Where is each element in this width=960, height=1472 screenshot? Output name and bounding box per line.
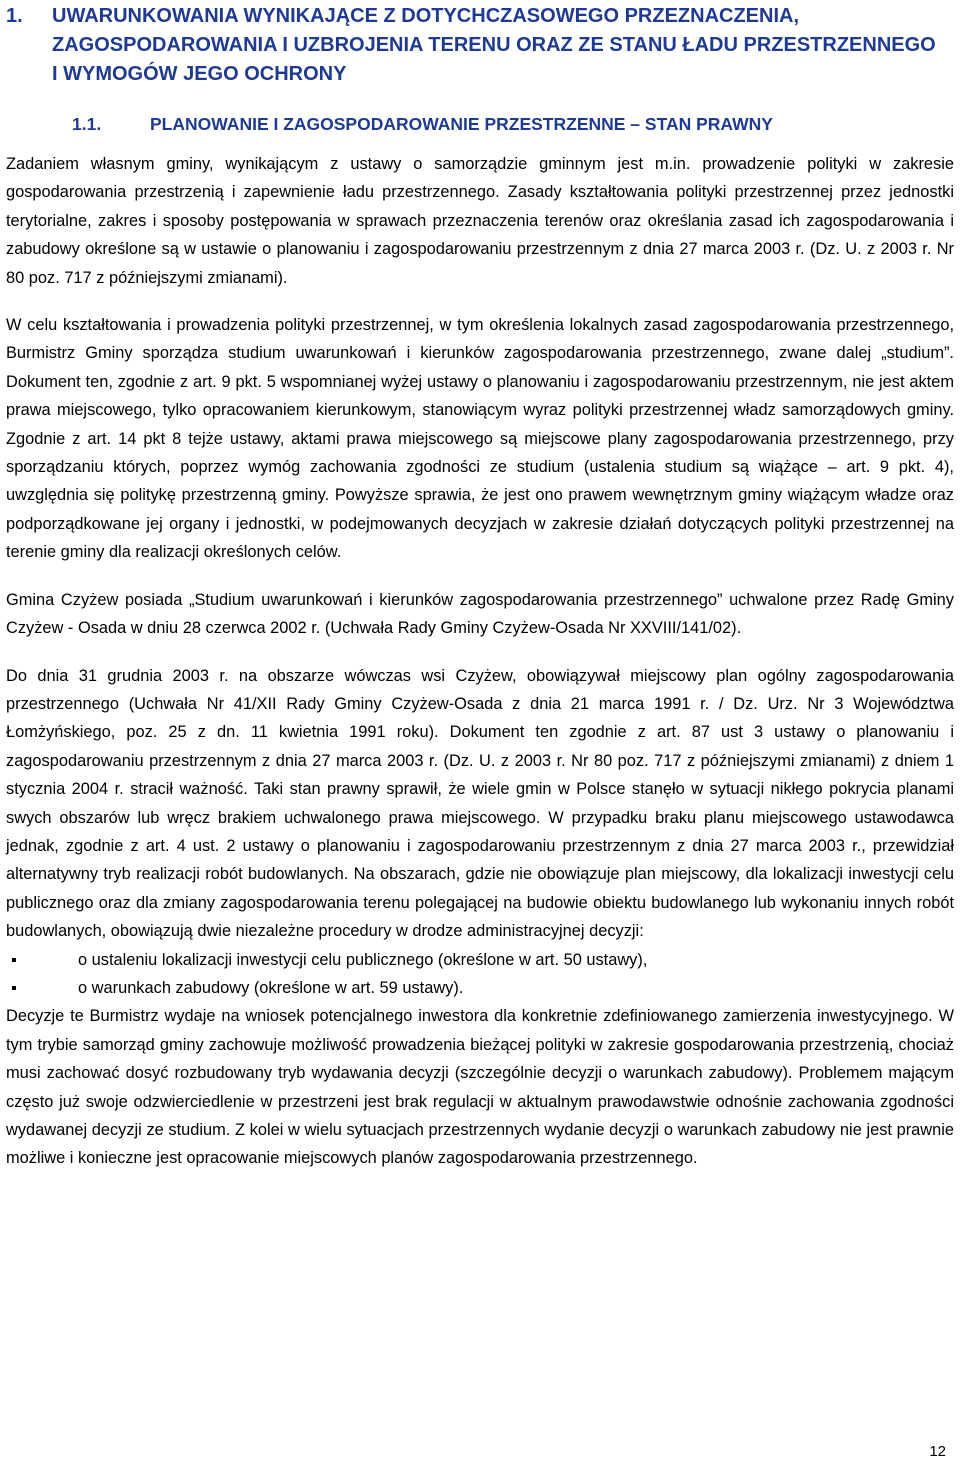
list-item bbox=[6, 974, 954, 1002]
section-heading bbox=[72, 111, 952, 137]
paragraph: Zadaniem własnym gminy, wynikającym z ustawy o samorządzie gminnym jest m.in. prowadzenie polityki w zakresie gospodarowania przestrzenią i zapewnienie ładu przestrzennego. Zasady kształtowania polityki przestrzennej przez jednostki terytorialne, zakres i sposoby postępowania w sprawach przeznaczenia terenów oraz określania zasad ich zagospodarowania i zabudowy określone są w ustawie o planowaniu i zagospodarowaniu przestrzennym z dnia 27 marca 2003 r. (Dz. U. z 2003 r. Nr 80 poz. 717 z późniejszymi zmianami). bbox=[6, 155, 954, 287]
paragraph: Decyzje te Burmistrz wydaje na wniosek potencjalnego inwestora dla konkretnie zdefiniowanego zamierzenia inwestycyjnego. W tym trybie samorząd gminy zachowuje możliwość prowadzenia bieżącej polityki w zakresie gospodarowania przestrzenią, chociaż musi zachować dosyć rozbudowany tryb wydawania decyzji (szczególnie decyzji o warunkach zabudowy). Problemem mającym często już swoje odzwierciedlenie w przestrzeni jest brak regulacji w aktualnym prawodawstwie odnośnie zachowania zgodności wydawanej decyzji ze studium. Z kolei w wielu sytuacjach przestrzennych wydanie decyzji o warunkach zabudowy nie jest prawnie możliwe i konieczne jest opracowanie miejscowych planów zagospodarowania przestrzennego. bbox=[6, 1007, 954, 1168]
bullet-list bbox=[6, 946, 954, 1003]
paragraph: Do dnia 31 grudnia 2003 r. na obszarze wówczas wsi Czyżew, obowiązywał miejscowy plan ogólny zagospodarowania przestrzennego (Uchwała Nr 41/XII Rady Gminy Czyżew-Osada z dnia 21 marca 1991 r. / Dz. Urz. Nr 3 Województwa Łomżyńskiego, poz. 25 z dn. 11 kwietnia 1991 roku). Dokument ten zgodnie z art. 87 ust 3 ustawy o planowaniu i zagospodarowaniu przestrzennym z dnia 27 marca 2003 r. (Dz. U. z 2003 r. Nr 80 poz. 717 z późniejszymi zmianami) z dniem 1 stycznia 2004 r. stracił ważność. Taki stan prawny sprawił, że wiele gmin w Polsce stanęło w sytuacji nikłego pokrycia planami swych obszarów lub wręcz brakiem uchwalonego prawa miejscowego. W przypadku braku planu miejscowego ustawodawca jednak, zgodnie z art. 4 ust. 2 ustawy o planowaniu i zagospodarowaniu przestrzennym z dnia 27 marca 2003 r., przewidział alternatywny tryb realizacji robót budowlanych. Na obszarach, gdzie nie obowiązuje plan miejscowy, dla lokalizacji inwestycji celu publicznego oraz dla zmiany zagospodarowania terenu polegającej na budowie obiektu budowlanego lub wykonaniu innych robót budowlanych, obowiązują dwie niezależne procedury w drodze administracyjnej decyzji: bbox=[6, 666, 954, 941]
body-text bbox=[6, 150, 954, 1173]
paragraph: W celu kształtowania i prowadzenia polityki przestrzennej, w tym określenia lokalnych zasad zagospodarowania przestrzennego, Burmistrz Gminy sporządza studium uwarunkowań i kierunków zagospodarowania przestrzennego, zwane dalej „studium”. Dokument ten, zgodnie z art. 9 pkt. 5 wspomnianej wyżej ustawy o planowaniu i zagospodarowaniu przestrzennym, nie jest aktem prawa miejscowego, tylko opracowaniem kierunkowym, stanowiącym wyraz polityki przestrzennej władz samorządowych gminy. Zgodnie z art. 14 pkt 8 tejże ustawy, aktami prawa miejscowego są miejscowe plany zagospodarowania przestrzennego, przy sporządzaniu których, poprzez wymóg zachowania zgodności ze studium (ustalenia studium są wiążące – art. 9 pkt. 4), uwzględnia się politykę przestrzenną gminy. Powyższe sprawia, że jest ono prawem wewnętrznym gminy wiążącym władze oraz podporządkowane jej organy i jednostki, w podejmowanych decyzjach w zakresie działań dotyczących polityki przestrzennej na terenie gminy dla realizacji określonych celów. bbox=[6, 316, 954, 562]
list-item-text: o warunkach zabudowy (określone w art. 59 ustawy). bbox=[78, 978, 464, 997]
section-number: 1.1. bbox=[72, 114, 102, 134]
list-item-text: o ustaleniu lokalizacji inwestycji celu publicznego (określone w art. 50 ustawy), bbox=[78, 950, 648, 969]
bullet-marker-icon bbox=[12, 986, 16, 990]
chapter-title: UWARUNKOWANIA WYNIKAJĄCE Z DOTYCHCZASOWEGO PRZEZNACZENIA, ZAGOSPODAROWANIA I UZBROJENIA TERENU ORAZ ZE STANU ŁADU PRZESTRZENNEGO I WYMOGÓW JEGO OCHRONY bbox=[52, 5, 936, 85]
section-title: PLANOWANIE I ZAGOSPODAROWANIE PRZESTRZENNE – STAN PRAWNY bbox=[150, 114, 773, 134]
page-number: 12 bbox=[929, 1443, 946, 1460]
chapter-heading bbox=[6, 2, 946, 89]
list-item bbox=[6, 946, 954, 974]
chapter-number: 1. bbox=[6, 5, 23, 27]
bullet-marker-icon bbox=[12, 958, 16, 962]
paragraph: Gmina Czyżew posiada „Studium uwarunkowań i kierunków zagospodarowania przestrzennego” uchwalone przez Radę Gminy Czyżew - Osada w dniu 28 czerwca 2002 r. (Uchwała Rady Gminy Czyżew-Osada Nr XXVIII/141/02). bbox=[6, 590, 954, 638]
